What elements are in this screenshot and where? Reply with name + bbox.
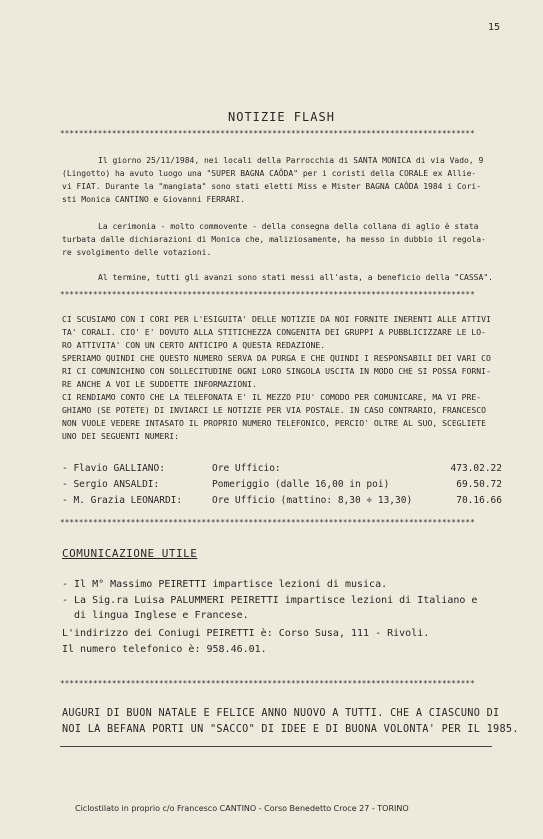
notice-line: GHIAMO (SE POTETE) DI INVIARCI LE NOTIZIE PER VIA POSTALE. IN CASO CONTRARIO, FRANCESCO	[62, 405, 486, 415]
contact-name: - Sergio ANSALDI:	[62, 479, 160, 490]
article-p2-line1: La cerimonia - molto commovente - della consegna della collana di aglio è stata	[98, 222, 479, 231]
notice-line: SPERIAMO QUINDI CHE QUESTO NUMERO SERVA DA PURGA E CHE QUINDI I RESPONSABILI DEI VARI CO	[62, 353, 491, 363]
contact-hours: Ore Ufficio (mattino: 8,30 ÷ 13,30)	[212, 495, 413, 506]
address-line: L'indirizzo dei Coniugi PEIRETTI è: Corso Susa, 111 - Rivoli.	[62, 628, 430, 639]
footer: Ciclostilato in proprio c/o Francesco CANTINO - Corso Benedetto Croce 27 - TORINO	[75, 804, 409, 813]
contact-row	[62, 463, 502, 477]
article-p2-line2: turbata dalle dichiarazioni di Monica che, maliziosamente, ha messo in dubbio il regola-	[62, 235, 486, 244]
notice-line: NON VUOLE VEDERE INTASATO IL PROPRIO NUMERO TELEFONICO, PERCIO' OLTRE AL SUO, SCEGLIETE	[62, 418, 486, 428]
separator: ****************************************************************************************	[60, 518, 475, 527]
greeting-line: AUGURI DI BUON NATALE E FELICE ANNO NUOVO A TUTTI. CHE A CIASCUNO DI	[62, 708, 500, 719]
contact-phone: 473.02.22	[450, 463, 502, 474]
page-number: 15	[488, 22, 501, 33]
contact-phone: 70.16.66	[456, 495, 502, 506]
notice-line: UNO DEI SEGUENTI NUMERI:	[62, 431, 179, 441]
lesson-item-languages-cont: di lingua Inglese e Francese.	[62, 610, 249, 621]
separator: ****************************************************************************************	[60, 290, 475, 299]
article-p2-line3: re svolgimento delle votazioni.	[62, 248, 212, 257]
section-heading: COMUNICAZIONE UTILE	[62, 547, 198, 560]
contact-row	[62, 479, 502, 493]
divider	[60, 746, 492, 747]
contact-row	[62, 495, 502, 509]
contact-name: - M. Grazia LEONARDI:	[62, 495, 183, 506]
notice-line: CI RENDIAMO CONTO CHE LA TELEFONATA E' IL MEZZO PIU' COMODO PER COMUNICARE, MA VI PRE-	[62, 392, 482, 402]
notice-line: CI SCUSIAMO CON I CORI PER L'ESIGUITA' DELLE NOTIZIE DA NOI FORNITE INERENTI ALLE ATTIVI	[62, 314, 491, 324]
page-title: NOTIZIE FLASH	[228, 110, 335, 124]
contact-hours: Pomeriggio (dalle 16,00 in poi)	[212, 479, 390, 490]
phone-line: Il numero telefonico è: 958.46.01.	[62, 644, 267, 655]
article-p3: Al termine, tutti gli avanzi sono stati messi all'asta, a beneficio della "CASSA".	[98, 273, 493, 282]
lesson-item-languages: - La Sig.ra Luisa PALUMMERI PEIRETTI impartisce lezioni di Italiano e	[62, 595, 478, 606]
notice-line: TA' CORALI. CIO' E' DOVUTO ALLA STITICHEZZA CONGENITA DEI GRUPPI A PUBBLICIZZARE LE LO-	[62, 327, 486, 337]
contact-hours: Ore Ufficio:	[212, 463, 281, 474]
lesson-item-music: - Il M° Massimo PEIRETTI impartisce lezioni di musica.	[62, 579, 388, 590]
notice-line: RI CI COMUNICHINO CON SOLLECITUDINE OGNI LORO SINGOLA USCITA IN MODO CHE SI POSSA FORNI-	[62, 366, 491, 376]
article-p1-line2: (Lingotto) ha avuto luogo una "SUPER BAGNA CAÔDA" per i coristi della CORALE ex Allie-	[62, 169, 477, 178]
separator: ****************************************************************************************	[60, 679, 475, 688]
notice-line: RE ANCHE A VOI LE SUDDETTE INFORMAZIONI.	[62, 379, 257, 389]
article-p1-line3: vi FIAT. Durante la "mangiata" sono stati eletti Miss e Mister BAGNA CAÔDA 1984 i Cori-	[62, 182, 482, 191]
notice-line: RO ATTIVITA' CON UN CERTO ANTICIPO A QUESTA REDAZIONE.	[62, 340, 326, 350]
article-p1-line4: sti Monica CANTINO e Giovanni FERRARI.	[62, 195, 246, 204]
separator: ****************************************************************************************	[60, 129, 475, 138]
contact-phone: 69.50.72	[456, 479, 502, 490]
contact-name: - Flavio GALLIANO:	[62, 463, 165, 474]
greeting-line: NOI LA BEFANA PORTI UN "SACCO" DI IDEE E DI BUONA VOLONTA' PER IL 1985.	[62, 724, 519, 735]
article-p1-line1: Il giorno 25/11/1984, nei locali della Parrocchia di SANTA MONICA di via Vado, 9	[98, 156, 484, 165]
